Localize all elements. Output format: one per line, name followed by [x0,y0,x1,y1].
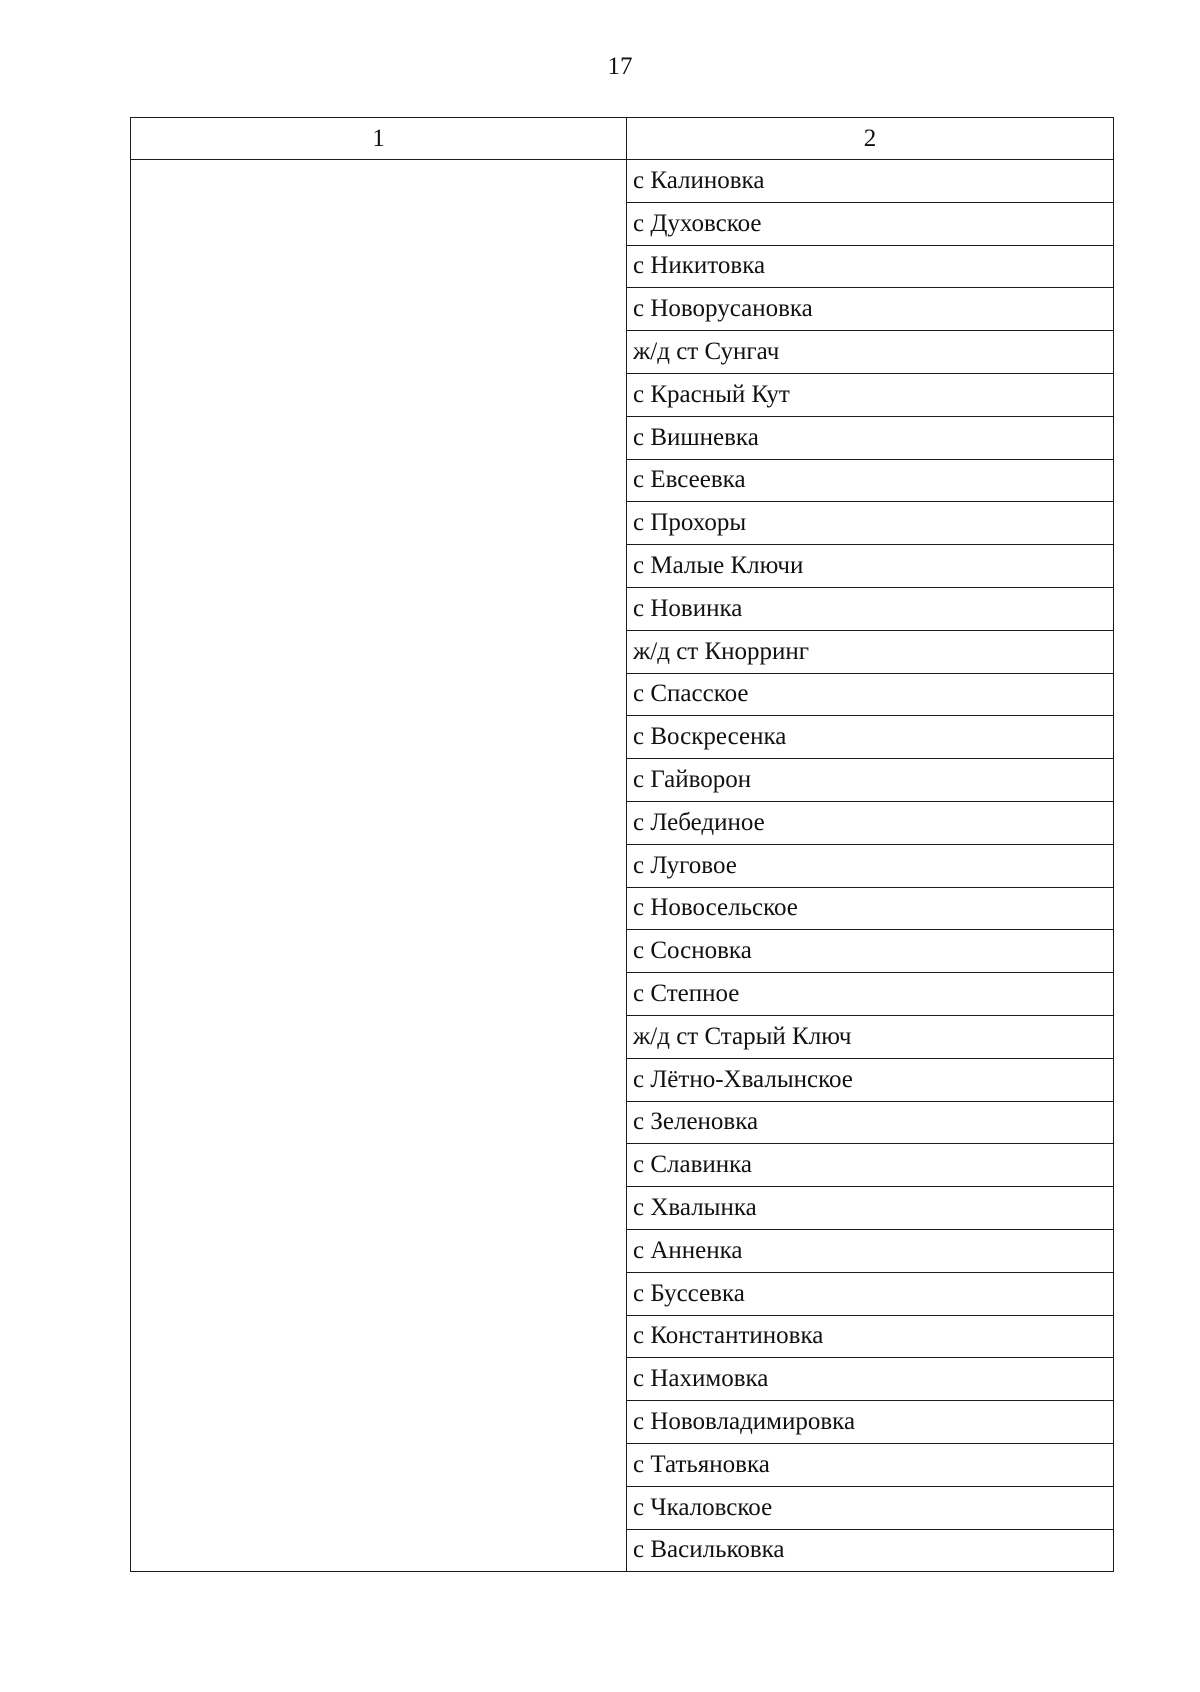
settlement-name-cell: ж/д ст Старый Ключ [627,1015,1114,1058]
settlement-name-cell: с Духовское [627,202,1114,245]
settlement-name-cell: с Новорусановка [627,288,1114,331]
settlement-name-cell: с Лётно-Хвалынское [627,1058,1114,1101]
table-body [131,118,1114,1572]
settlement-name-cell: с Прохоры [627,502,1114,545]
settlement-name-cell: с Калиновка [627,160,1114,203]
settlement-name-cell: с Зеленовка [627,1101,1114,1144]
settlement-name-cell: с Красный Кут [627,373,1114,416]
settlements-table [130,117,1114,1572]
settlement-name-cell: ж/д ст Кнорринг [627,630,1114,673]
settlement-name-cell: ж/д ст Сунгач [627,331,1114,374]
column-header-1: 1 [131,118,627,160]
settlement-name-cell: с Степное [627,973,1114,1016]
settlement-name-cell: с Чкаловское [627,1486,1114,1529]
column-header-2: 2 [627,118,1114,160]
settlement-name-cell: с Лебединое [627,801,1114,844]
page-number: 17 [607,53,633,80]
settlement-name-cell: с Нововладимировка [627,1401,1114,1444]
empty-column-1-cell [131,160,627,1572]
settlement-name-cell: с Новосельское [627,887,1114,930]
settlement-name-cell: с Спасское [627,673,1114,716]
settlement-name-cell: с Хвалынка [627,1187,1114,1230]
settlement-name-cell: с Гайворон [627,759,1114,802]
settlement-name-cell: с Новинка [627,587,1114,630]
table-header-row [131,118,1114,160]
settlement-name-cell: с Татьяновка [627,1443,1114,1486]
settlement-name-cell: с Малые Ключи [627,545,1114,588]
settlement-name-cell: с Вишневка [627,416,1114,459]
settlement-name-cell: с Воскресенка [627,716,1114,759]
settlement-name-cell: с Славинка [627,1144,1114,1187]
table-row [131,160,1114,203]
settlement-name-cell: с Буссевка [627,1272,1114,1315]
settlement-name-cell: с Нахимовка [627,1358,1114,1401]
settlement-name-cell: с Евсеевка [627,459,1114,502]
settlement-name-cell: с Константиновка [627,1315,1114,1358]
settlement-name-cell: с Васильковка [627,1529,1114,1572]
settlement-name-cell: с Никитовка [627,245,1114,288]
settlement-name-cell: с Сосновка [627,930,1114,973]
settlement-name-cell: с Луговое [627,844,1114,887]
settlement-name-cell: с Анненка [627,1229,1114,1272]
